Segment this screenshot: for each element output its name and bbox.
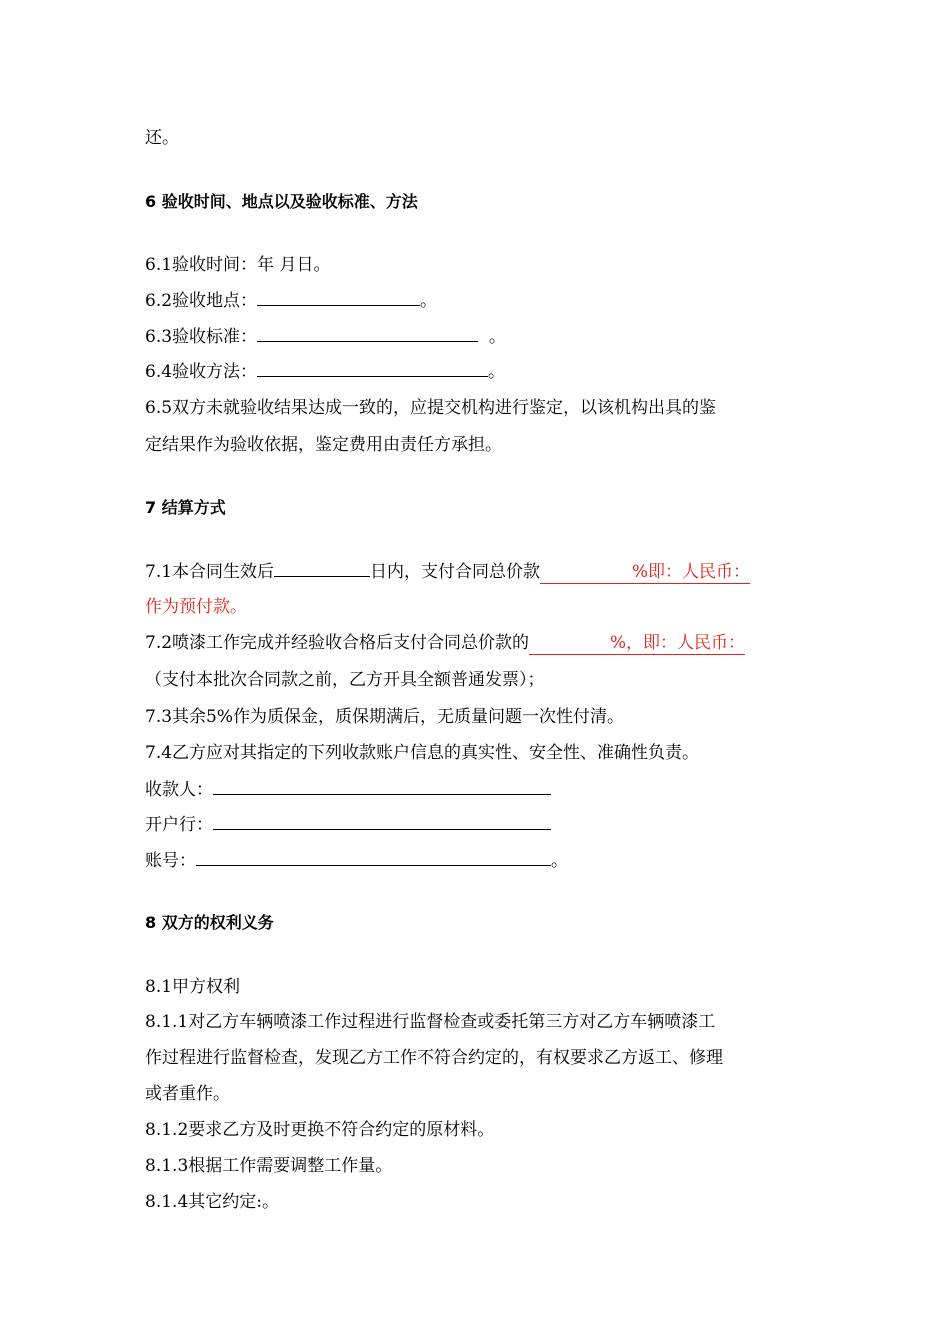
clause-8-1-2: 8.1.2要求乙方及时更换不符合约定的原材料。 (145, 1120, 495, 1140)
clause-end: 。 (488, 327, 506, 347)
fill-blank-payment-percent[interactable] (529, 632, 745, 655)
clause-8-1: 8.1甲方权利 (145, 977, 241, 997)
bank-field[interactable] (213, 813, 551, 830)
bank-label: 开户行： (145, 815, 213, 835)
clause-text: 7.2喷漆工作完成并经验收合格后支付合同总价款的 (145, 633, 530, 653)
account-row (145, 849, 568, 872)
clause-6-5-line1: 6.5双方未就验收结果达成一致的，应提交机构进行鉴定，以该机构出具的鉴 (145, 398, 717, 418)
red-text: %，即：人民币： (609, 633, 746, 653)
clause-text: 日内，支付合同总价款 (370, 562, 541, 582)
clause-label: 6.4验收方法： (145, 362, 258, 382)
clause-6-1: 6.1验收时间：年 月日。 (145, 255, 331, 275)
fill-blank-standard[interactable] (257, 325, 478, 342)
clause-7-1 (145, 560, 750, 584)
fill-blank-location[interactable] (257, 289, 420, 306)
clause-end: 。 (420, 291, 438, 311)
clause-7-3: 7.3其余5%作为质保金，质保期满后，无质量问题一次性付清。 (145, 707, 625, 727)
red-text: %即：人民币： (631, 562, 751, 582)
fill-blank-prepay-percent[interactable] (540, 561, 750, 584)
section-heading-8: 8 双方的权利义务 (145, 913, 274, 932)
clause-6-4 (145, 360, 505, 383)
clause-text: 7.1本合同生效后 (145, 562, 275, 582)
payee-field[interactable] (213, 778, 551, 795)
clause-7-4: 7.4乙方应对其指定的下列收款账户信息的真实性、安全性、准确性负责。 (145, 743, 700, 763)
clause-end: 。 (488, 362, 506, 382)
clause-label: 6.2验收地点： (145, 291, 258, 311)
account-field[interactable] (196, 849, 551, 866)
clause-8-1-1-line2: 作过程进行监督检查，发现乙方工作不符合约定的，有权要求乙方返工、修理 (145, 1048, 723, 1068)
clause-label: 6.3验收标准： (145, 327, 258, 347)
clause-6-5-line2: 定结果作为验收依据，鉴定费用由责任方承担。 (145, 435, 502, 455)
account-end: 。 (551, 851, 568, 871)
clause-8-1-4: 8.1.4其它约定:。 (145, 1192, 279, 1212)
account-label: 账号： (145, 851, 196, 871)
fill-blank-days[interactable] (274, 560, 370, 577)
bank-row (145, 813, 551, 836)
fill-blank-method[interactable] (257, 360, 488, 377)
clause-7-2 (145, 632, 745, 655)
clause-7-1-line2: 作为预付款。 (145, 597, 247, 617)
clause-8-1-1-line1: 8.1.1对乙方车辆喷漆工作过程进行监督检查或委托第三方对乙方车辆喷漆工 (145, 1012, 716, 1032)
section-heading-7: 7 结算方式 (145, 498, 226, 517)
clause-8-1-3: 8.1.3根据工作需要调整工作量。 (145, 1156, 393, 1176)
section-heading-6: 6 验收时间、地点以及验收标准、方法 (145, 192, 418, 211)
clause-8-1-1-line3: 或者重作。 (145, 1084, 230, 1104)
clause-6-2 (145, 289, 437, 312)
clause-7-2-line2: （支付本批次合同款之前，乙方开具全额普通发票）； (145, 670, 545, 690)
payee-row (145, 778, 551, 801)
payee-label: 收款人： (145, 780, 213, 800)
text-line: 还。 (145, 128, 179, 148)
clause-6-3 (145, 325, 506, 348)
